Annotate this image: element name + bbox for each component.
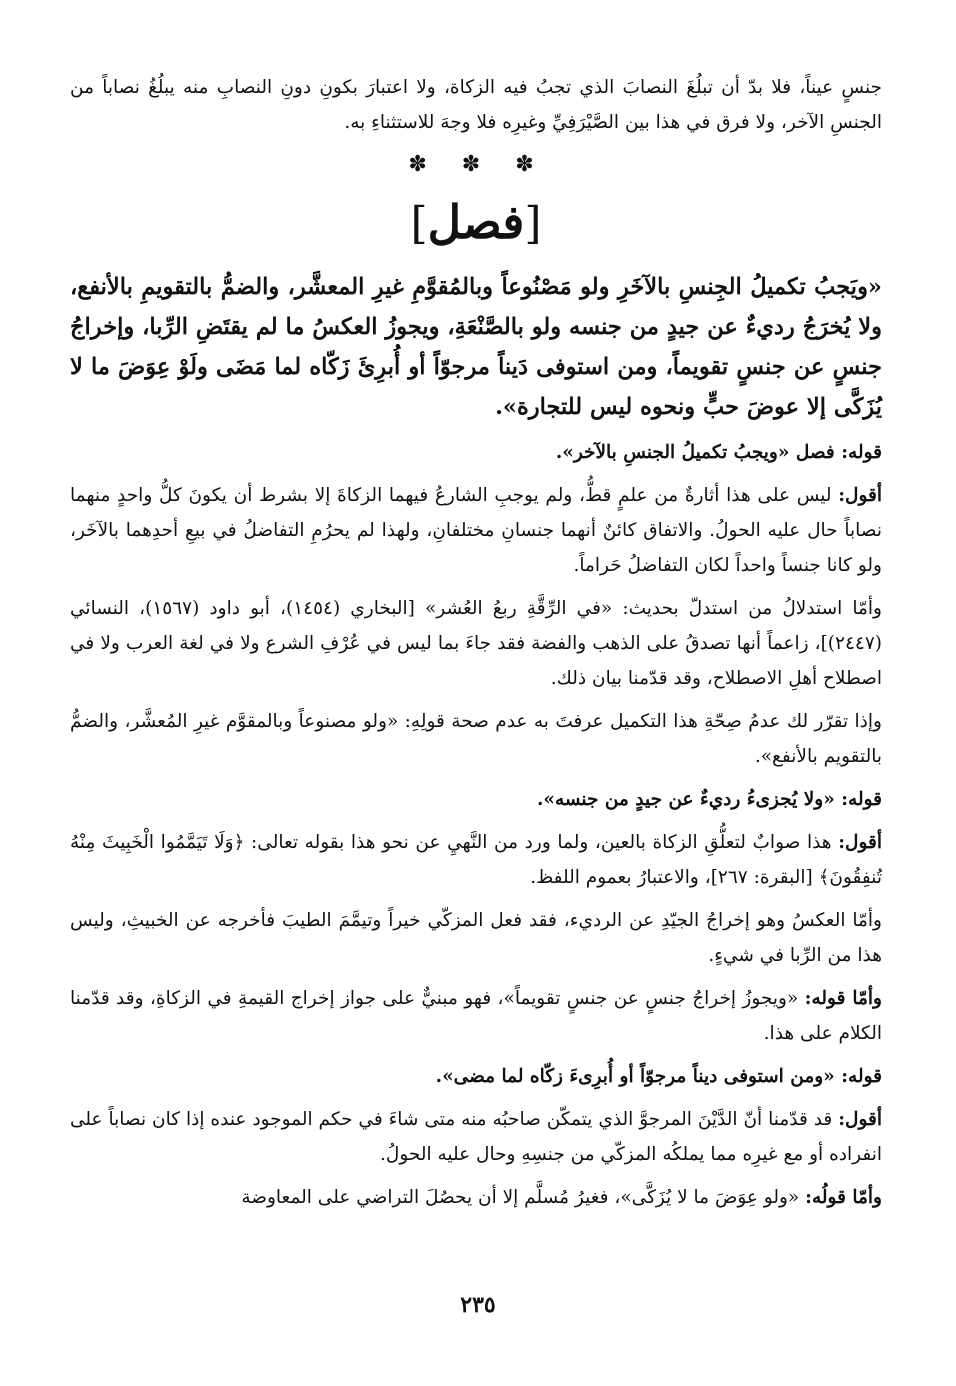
star-ornament-icon: ✽ — [515, 152, 544, 177]
paragraph-text: قد قدّمنا أنّ الدَّيْنَ المرجوَّ الذي يتمكّن صاحبُه منه متى شاءَ في حكم الموجود عنده إذا كان نصاباً على انفراده أو مع غيرِه مما يملكُه المزكّي من جنسِهِ وحال عليه الحولُ. — [70, 1109, 882, 1165]
separator-ornament — [70, 152, 882, 177]
section-heading: [فصل] — [410, 195, 542, 249]
commentary-paragraph — [70, 903, 882, 973]
commentary-paragraph — [70, 1059, 882, 1094]
commentary-paragraph — [70, 981, 882, 1051]
paragraph-label: أقول: — [838, 832, 882, 853]
paragraph-label: قوله: — [841, 442, 882, 463]
matn-text: «ويَجبُ تكميلُ الجِنسِ بالآخَرِ ولو مَصْنُوعاً وبالمُقوَّمِ غيرِ المعشَّر، والضمُّ بالتقويمِ بالأنفع، ولا يُخرَجُ رديءٌ عن جيدٍ من جنسه ولو بالصَّنْعَةِ، ويجوزُ العكسُ ما لم يقتَضِ الرِّبا، وإخراجُ جنسٍ عن جنسٍ تقويماً، ومن استوفى دَيناً مرجوّاً أو أُبرِئَ زَكّاه لما مَضَى ولَوْ عِوَضَ ما لا يُزَكَّى إلا عوضَ حبٍّ ونحوه ليس للتجارة». — [70, 274, 882, 420]
paragraph-label: وأمّا قولُه: — [805, 1187, 882, 1208]
paragraph-label: قوله: — [841, 789, 882, 810]
paragraph-text: «ولو عِوَضَ ما لا يُزَكَّى»، فغيرُ مُسلَّم إلا أن يحصُلَ التراضي على المعاوضة — [241, 1187, 806, 1208]
commentary-paragraph — [70, 591, 882, 696]
paragraph-text: ليس على هذا أثارةٌ من علمٍ قطُّ، ولم يوجبِ الشارعُ فيهما الزكاةَ إلا بشرط أن يكونَ كلُّ واحدٍ منهما نصاباً حال عليه الحولُ. والاتفاق كائنٌ أنهما جنسانِ مختلفانِ، ولهذا لم يحرُمِ التفاضلُ في بيعِ أحدِهما بالآخَر، ولو كانا جنساً واحداً لكان التفاضلُ حَراماً. — [70, 485, 882, 576]
paragraph-text: فصل «ويجبُ تكميلُ الجنسِ بالآخر». — [555, 442, 842, 463]
commentary-paragraph — [70, 704, 882, 774]
commentary-paragraph — [70, 1180, 882, 1215]
paragraph-text: وأمّا العكسُ وهو إخراجُ الجيّدِ عن الرديء، فقد فعل المزكّي خيراً وتيمَّمَ الطيبَ فأخرجه عن الخبيثِ، وليس هذا من الرِّبا في شيءٍ. — [70, 910, 882, 966]
commentary-paragraph — [70, 825, 882, 895]
paragraph-text: هذا صوابٌ لتعلُّقِ الزكاة بالعين، ولما ورد من النَّهيِ عن نحو هذا بقوله تعالى: ﴿وَلَا تَيَمَّمُوا الْخَبِيثَ مِنْهُ تُنفِقُونَ﴾ [البقرة: ٢٦٧]، والاعتبارُ بعموم اللفظ. — [70, 832, 882, 888]
paragraph-text: «ويجوزُ إخراجُ جنسٍ عن جنسٍ تقويماً»، فهو مبنيٌّ على جواز إخراج القيمةِ في الزكاةِ، وقد قدّمنا الكلام على هذا. — [70, 988, 882, 1044]
commentary-paragraph — [70, 782, 882, 817]
commentary-paragraph — [70, 1102, 882, 1172]
paragraph-text: «ومن استوفى ديناً مرجوّاً أو أُبرِىءَ زكّاه لما مضى». — [435, 1066, 842, 1087]
paragraph-text: «ولا يُجزىءُ رديءٌ عن جيدٍ من جنسه». — [536, 789, 842, 810]
paragraph-label: أقول: — [838, 485, 882, 506]
page-number: ٢٣٥ — [460, 1292, 496, 1318]
paragraph-label: أقول: — [838, 1109, 882, 1130]
paragraph-text: وأمّا استدلالُ من استدلّ بحديث: «في الرِّقَّةِ ربعُ العُشر» [البخاري (١٤٥٤)، أبو داود (١٥٦٧)، النسائي (٢٤٤٧)]، زاعماً أنها تصدقُ على الذهب والفضة فقد جاءَ بما ليس في عُرْفِ الشرع ولا في لغة العرب ولا في اصطلاح أهلِ الاصطلاح، وقد قدّمنا بيان ذلك. — [70, 598, 882, 689]
star-ornament-icon: ✽ — [408, 152, 437, 177]
paragraph-text: وإذا تقرّر لك عدمُ صِحّةِ هذا التكميل عرفتَ به عدم صحة قولِهِ: «ولو مصنوعاً وبالمقوَّم غيرِ المُعشَّر، والضمُّ بالتقويم بالأنفع». — [70, 711, 882, 767]
top-paragraph: جنسٍ عيناً، فلا بدّ أن تبلُغَ النصابَ الذي تجبُ فيه الزكاة، ولا اعتبارَ بكونِ دونِ النصابِ منه يبلُغُ نصاباً من الجنسِ الآخر، ولا فرق في هذا بين الصَّيْرَفِيِّ وغيرِه فلا وجهَ للاستثناءِ به. — [70, 77, 882, 133]
commentary-paragraph — [70, 478, 882, 583]
star-ornament-icon: ✽ — [461, 152, 491, 177]
commentary-paragraph — [70, 435, 882, 470]
paragraph-label: قوله: — [841, 1066, 882, 1087]
commentary-body — [70, 435, 882, 1215]
paragraph-label: وأمّا قوله: — [804, 988, 882, 1009]
